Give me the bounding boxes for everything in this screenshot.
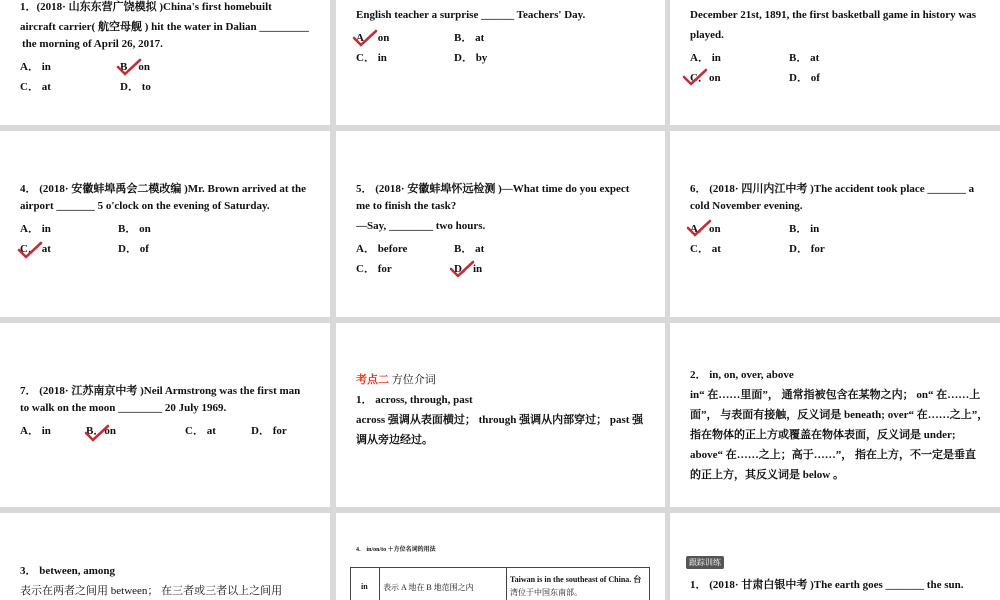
slide-direction-prepositions bbox=[336, 323, 665, 507]
practice-question-1: 1． (2018· 甘肃白银中考 )The earth goes _______ the sun. bbox=[690, 579, 964, 591]
checkmark-icon bbox=[686, 219, 712, 237]
question-6-line2: cold November evening. bbox=[690, 200, 803, 212]
table-cell-meaning: 表示 A 地在 B 地范围之内 bbox=[383, 583, 474, 592]
slide-question-7 bbox=[0, 323, 330, 507]
option-c: C． for bbox=[356, 263, 392, 275]
slide-question-4 bbox=[0, 131, 330, 317]
option-a: A． in bbox=[690, 52, 721, 64]
question-5-line1: 5． (2018· 安徽蚌埠怀远检测 )—What time do you expect bbox=[356, 183, 630, 195]
option-a: A． in bbox=[20, 223, 51, 235]
slide-question-3 bbox=[670, 0, 1000, 125]
slide-between-among bbox=[0, 513, 330, 600]
option-d: D． for bbox=[789, 243, 825, 255]
option-a: A． before bbox=[356, 243, 408, 255]
section-heading: 考点二 方位介词 bbox=[356, 374, 436, 386]
option-b: B．on bbox=[86, 425, 116, 437]
checkmark-icon bbox=[449, 260, 475, 278]
option-c: C． at bbox=[20, 243, 51, 255]
option-c: C． in bbox=[356, 52, 387, 64]
slide-question-5 bbox=[336, 131, 665, 317]
checkmark-icon bbox=[17, 241, 43, 259]
point-3-text: 表示在两者之间用 between； 在三者或三者以上之间用 bbox=[20, 585, 283, 597]
point-2-line4: above“ 在……之上；高于……”， 指在上方，不一定是垂直 bbox=[690, 449, 976, 461]
slide-direction-nouns-table bbox=[336, 513, 665, 600]
question-6-line1: 6． (2018· 四川内江中考 )The accident took place _______ a bbox=[690, 183, 975, 195]
option-a: A． in bbox=[20, 61, 51, 73]
option-c: C． at bbox=[20, 81, 51, 93]
option-d: D． by bbox=[454, 52, 488, 64]
option-d: D．in bbox=[454, 263, 483, 275]
option-d: D． to bbox=[120, 81, 151, 93]
checkmark-icon bbox=[116, 58, 142, 76]
question-7-line1: 7． (2018· 江苏南京中考 )Neil Armstrong was the first man bbox=[20, 385, 301, 397]
option-b: B． at bbox=[454, 243, 485, 255]
question-1-line3: the morning of April 26, 2017. bbox=[22, 38, 163, 50]
question-3-line2: played. bbox=[690, 29, 724, 41]
option-a: A． on bbox=[356, 32, 390, 44]
point-2-line1: in“ 在……里面”， 通常指被包含在某物之内； on“ 在……上 bbox=[690, 389, 981, 401]
question-2-line: English teacher a surprise ______ Teachers' Day. bbox=[356, 9, 586, 21]
point-1-text-line1: across 强调从表面横过； through 强调从内部穿过； past 强 bbox=[356, 414, 644, 426]
option-d: D． of bbox=[118, 243, 149, 255]
question-4-line2: airport _______ 5 o'clock on the evening of Saturday. bbox=[20, 200, 270, 212]
option-a: A． in bbox=[20, 425, 51, 437]
option-c: C．on bbox=[690, 72, 721, 84]
question-1-line2: aircraft carrier( 航空母舰 ) hit the water in Dalian _________ bbox=[20, 21, 309, 33]
option-b: B． at bbox=[454, 32, 485, 44]
question-5-line2: me to finish the task? bbox=[356, 200, 457, 212]
option-d: D． for bbox=[251, 425, 287, 437]
option-c: C． at bbox=[185, 425, 216, 437]
point-1-text-line2: 调从旁边经过。 bbox=[356, 434, 433, 446]
question-5-line3: —Say, ________ two hours. bbox=[356, 220, 486, 232]
question-3-line1: December 21st, 1891, the first basketball game in history was bbox=[690, 9, 977, 21]
slide-practice bbox=[670, 513, 1000, 600]
checkmark-icon bbox=[682, 68, 708, 86]
table-cell-example-line1: Taiwan is in the southeast of China. 台 bbox=[510, 575, 642, 584]
checkmark-icon bbox=[352, 29, 378, 47]
checkmark-icon bbox=[84, 424, 110, 442]
question-1-line1: 1．(2018· 山东东营广饶模拟 )China's first homebuilt bbox=[20, 1, 272, 13]
point-3-title: 3． between, among bbox=[20, 565, 116, 577]
usage-table bbox=[350, 567, 650, 600]
option-b: B． in bbox=[789, 223, 820, 235]
point-2-line5: 的正上方，其反义词是 below 。 bbox=[690, 469, 844, 481]
table-cell-in: in bbox=[361, 582, 368, 591]
option-d: D． of bbox=[789, 72, 820, 84]
option-a: A．on bbox=[690, 223, 721, 235]
point-1-title: 1． across, through, past bbox=[356, 394, 473, 406]
point-2-title: 2． in, on, over, above bbox=[690, 369, 794, 381]
point-2-line2: 面”， 与表面有接触，反义词是 beneath; over“ 在……之上”， bbox=[690, 409, 989, 421]
point-2-line3: 指在物体的正上方或覆盖在物体表面，反义词是 under; bbox=[690, 429, 956, 441]
option-b: B． at bbox=[789, 52, 820, 64]
table-caption: 4． in/on/to ＋方位名词的用法 bbox=[356, 547, 436, 553]
slide-in-on-over-above bbox=[670, 323, 1000, 507]
practice-badge: 跟踪训练 bbox=[686, 556, 724, 569]
question-7-line2: to walk on the moon ________ 20 July 1969. bbox=[20, 402, 227, 414]
table-cell-example-line2: 湾位于中国东南部。 bbox=[510, 588, 582, 597]
slide-question-2 bbox=[336, 0, 665, 125]
option-b: B．on bbox=[120, 61, 150, 73]
question-4-line1: 4． (2018· 安徽蚌埠禹会二模改编 )Mr. Brown arrived at the bbox=[20, 183, 306, 195]
option-b: B． on bbox=[118, 223, 151, 235]
option-c: C． at bbox=[690, 243, 721, 255]
slide-question-1 bbox=[0, 0, 330, 125]
slide-question-6 bbox=[670, 131, 1000, 317]
